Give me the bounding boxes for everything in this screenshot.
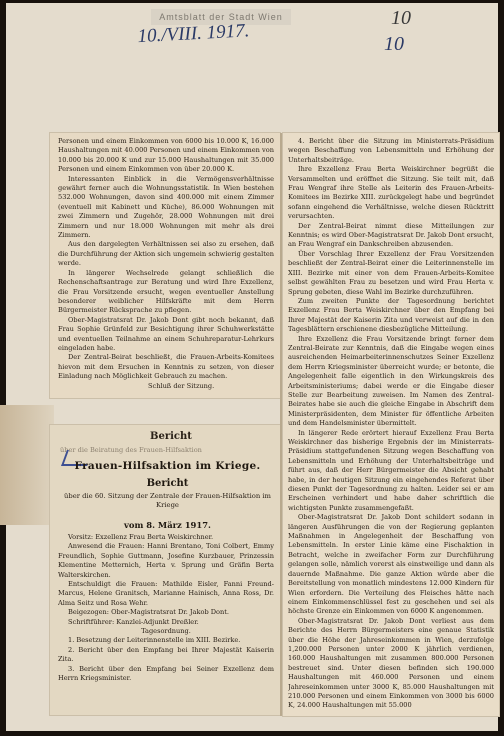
column-divider	[280, 133, 282, 716]
paragraph: Ober-Magistratsrat Dr. Jakob Dont schildert sodann in längeren Ausführungen die von der Regierung geplanten Maßnahmen in Angelegenheit der Beschaffung von Lebensmitteln. In erster Linie käme eine Fischaktion in Betracht, welche in zweifacher Form zur Durchführung gelangen solle, nämlich vorerst als einstweilige und dann als dauernde Maßnahme. Die ganze Aktion würde aber die Bereitstellung von monatlich mindestens 12.000 Kindern für Wien erfordern. Die Verteilung des Fleisches hätte nach einem Einkommenschlüssel fest zu geschehen und sei als höchste Grenze ein Einkommen von 6000 K angenommen.	[288, 513, 494, 616]
agenda-item: 2. Bericht über den Empfang bei Ihrer Majestät Kaiserin Zita.	[58, 645, 274, 664]
report-title: Bericht	[146, 478, 189, 489]
agenda-item: 3. Bericht über den Empfang bei Seiner Exzellenz dem Herrn Kriegsminister.	[58, 664, 274, 683]
paper-fold	[0, 405, 54, 525]
paragraph: 4. Bericht über die Sitzung im Ministerrats-Präsidium wegen Beschaffung von Lebensmitteln und Erhöhung der Unterhaltsbeiträge.	[288, 137, 494, 164]
paragraph: Vorsitz: Exzellenz Frau Berta Weiskirchner.	[68, 533, 214, 541]
agenda-title: Tagesordnung.	[141, 627, 191, 636]
small-report-title: Bericht	[150, 431, 192, 442]
paragraph: Zum zweiten Punkte der Tagesordnung berichtet Exzellenz Frau Berta Weiskirchner über den Empfang bei Ihrer Majestät der Kaiserin Zita und verweist auf die in den Tagesblättern erschienene diesbezügliche Mitteilung.	[288, 296, 494, 334]
page-number-top: 10	[391, 7, 411, 29]
paragraph: Interessanten Einblick in die Vermögensverhältnisse gewährt ferner auch die Wohnungsstatistik. In Wien bestehen 532.000 Wohnungen, davon sind 400.000 mit einem Zimmer (eventuell mit Kabinett und Küche), 86.000 Wohnungen mit zwei Zimmern und Zugehör, 28.000 Wohnungen mit drei Zimmern und nur 18.000 Wohnungen mit mehr als drei Zimmern.	[58, 174, 274, 240]
handwritten-date: 10./VIII. 1917.	[137, 20, 250, 48]
agenda-item: 1. Besetzung der Leiterinnenstelle im XIII. Bezirke.	[68, 636, 241, 645]
paragraph: Ober-Magistratsrat Dr. Jakob Dont verliest aus dem Berichte des Herrn Bürgermeisters eine genaue Statistik über die Höhe der Jahreseinkommen in Wien, derzufolge 1,200.000 Personen unter 2000 K jährlich verdienen, 160.000 Haushaltungen mit zusammen 800.000 Personen bestreuet sind. Unter diesen befinden sich 190.000 Haushaltungen mit 460.000 Personen und einem Jahreseinkommen unter 3000 K, 85.000 Haushaltungen mit 210.000 Personen und einem Einkommen von 3000 bis 6000 K, 24.000 Haushaltungen mit 55.000	[288, 616, 494, 710]
newspaper-stamp: Amtsblatt der Stadt Wien	[151, 9, 291, 25]
right-column-text	[288, 137, 494, 712]
paragraph: In längerer Wechselrede gelangt schließlich die Rechenschaftsantrage zur Beratung und wird Ihre Exzellenz, die Frau Vorsitzende ersucht, wegen eventueller Anstellung besonderer weiblicher Hilfskräfte mit dem Herrn Bürgermeister Rücksprache zu pflegen.	[58, 268, 274, 315]
paragraph: Personen und einem Einkommen von 6000 bis 10.000 K, 16.000 Haushaltungen mit 40.000 Personen und einem Einkommen von 10.000 bis 20.000 K und zur 15.000 Haushaltungen mit 35.000 Personen und einem Einkommen von über 20.000 K.	[58, 137, 274, 174]
page-number-handwritten: 10	[384, 33, 404, 55]
paragraph: Über Vorschlag Ihrer Exzellenz der Frau Vorsitzenden beschließt der Zentral-Beirat einer die Leiterinnenstelle im XIII. Bezirke mit einer von dem Frauen-Arbeits-Komitee selbst gewählten Frau zu besetzen und wird Frau Herta v. Sprung gebeten, diese Wahl im Bezirke durchzuführen.	[288, 249, 494, 296]
paragraph: Aus den dargelegten Verhältnissen sei also zu ersehen, daß die Durchführung der Aktion sich ungemein schwierig gestalten werde.	[58, 240, 274, 268]
left-column-text	[58, 137, 274, 395]
paragraph: Entschuldigt die Frauen: Mathilde Eisler, Fanni Freund-Marcus, Helene Granitsch, Marianne Hainisch, Anna Ross, Dr. Alma Seitz und Rosa Wehr.	[58, 580, 274, 607]
paragraph: Schriftführer: Kanzlei-Adjunkt Dreßler.	[68, 617, 199, 626]
report-subtitle: über die 60. Sitzung der Zentrale der Frauen-Hilfsaktion im Kriege	[63, 492, 272, 509]
article-headline: Frauen-Hilfsaktion im Kriege.	[74, 460, 261, 472]
paragraph: In längerer Rede erörtert hierauf Exzellenz Frau Berta Weiskirchner das bisherige Ergebnis der im Ministerrats-Präsidium stattgefundenen Sitzung wegen Beschaffung von Lebensmitteln und Erhöhung der Unterhaltsbeiträge und führt aus, daß der Herr Bürgermeister die Absicht gehabt habe, in der heutigen Sitzung ein eingehendes Referat über diesen Punkt der Tagesordnung zu halten. Leider sei er am Erscheinen verhindert und habe daher schriftlich die wichtigsten Punkte zusammengefaßt.	[288, 428, 494, 512]
left-lower-text	[58, 533, 274, 711]
faded-line: über die Beiratung des Frauen-Hilfsaktion	[60, 446, 202, 454]
paragraph: Der Zentral-Beirat beschließt, die Frauen-Arbeits-Komitees hievon mit dem Ersuchen in Kenntnis zu setzen, von dieser Einladung nach Möglichkeit Gebrauch zu machen.	[58, 353, 274, 381]
paragraph: Schluß der Sitzung.	[148, 381, 215, 390]
paragraph: Ihre Exzellenz Frau Berta Weiskirchner begrüßt die Versammelten und eröffnet die Sitzung. Sie teilt mit, daß Frau Wengraf ihre Stelle als Leiterin des Frauen-Arbeits-Komitees im Bezirke XIII. zurückgelegt habe und begründet sofann eingehend die Verhältnisse, welche diesen Rücktritt verursachten.	[288, 165, 494, 221]
paragraph: Anwesend die Frauen: Hanni Brentano, Toni Colbert, Emmy Freundlich, Sophie Guttmann, Josefine Kurzbauer, Prinzessin Klementine Metternich, Herta v. Sprung und Gräfin Berta Walterskirchen.	[58, 542, 274, 579]
paragraph: Ober-Magistratsrat Dr. Jakob Dont gibt noch bekannt, daß Frau Sophie Grünfeld zur Besichtigung ihrer Schuhwerkstätte und eventuellen Teilnahme an einem Schuhreparatur-Lehrkurs eingeladen habe.	[58, 315, 274, 352]
paragraph: Beigezogen: Ober-Magistratsrat Dr. Jakob Dont.	[68, 608, 230, 617]
sitting-date: vom 8. März 1917.	[124, 520, 211, 530]
paragraph: Ihre Exzellenz die Frau Vorsitzende bringt ferner dem Zentral-Beirate zur Kenntnis, daß die Eingabe wegen eines ausreichenden Heimarbeiterinnenschutzes Seiner Exzellenz dem Herrn Kriegsminister überreicht wurde; er betonte, die Angelegenheit falle eigentlich in den Wirkungskreis des Arbeitsministeriums; dabei werde er die Eingabe dieser Stelle zur Bearbeitung zuweisen. Im Namen des Zentral-Beirates habe sie auch die gleiche Eingabe in Abschrift dem Ministerpräsidenten, dem Minister für öffentliche Arbeiten und dem Handelsminister übermittelt.	[288, 334, 494, 428]
paragraph: Der Zentral-Beirat nimmt diese Mitteilungen zur Kenntnis; es wird Ober-Magistratsrat Dr. Jakob Dont ersucht, an Frau Wengraf ein Dankschreiben abzusenden.	[288, 221, 494, 249]
